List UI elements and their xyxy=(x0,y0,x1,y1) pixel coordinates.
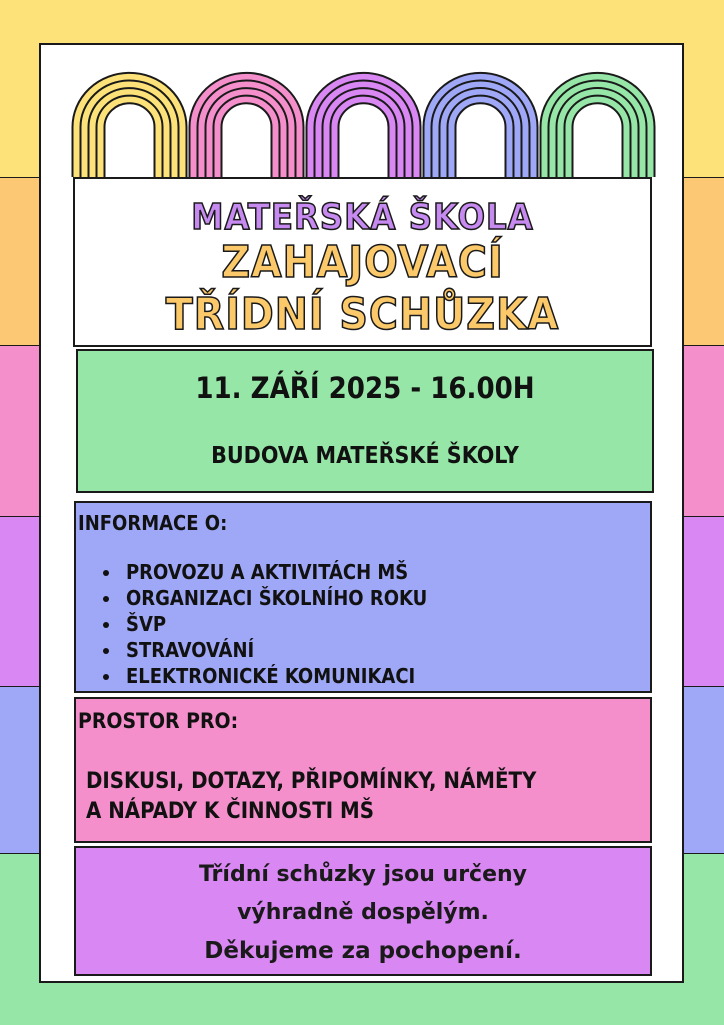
rainbow-arch xyxy=(190,73,304,177)
date-place-panel xyxy=(76,349,654,493)
rainbow-arch xyxy=(307,73,421,177)
rainbow-arches-decoration xyxy=(71,71,656,179)
info-list xyxy=(96,559,427,689)
event-date-time: 11. ZÁŘÍ 2025 - 16.00H xyxy=(195,371,535,405)
note-panel xyxy=(74,846,652,976)
rainbow-arch xyxy=(73,73,187,177)
title-panel xyxy=(73,177,652,347)
rainbow-arch xyxy=(424,73,538,177)
event-place: BUDOVA MATEŘSKÉ ŠKOLY xyxy=(211,443,519,469)
poster xyxy=(39,43,684,983)
school-name: MATEŘSKÁ ŠKOLA xyxy=(191,197,534,238)
info-panel xyxy=(74,501,652,693)
note-line1: Třídní schůzky jsou určeny xyxy=(198,862,528,887)
meeting-title-line2: TŘÍDNÍ SCHŮZKA xyxy=(165,289,560,340)
info-heading: INFORMACE O: xyxy=(78,511,228,535)
list-item: • PROVOZU A AKTIVITÁCH MŠ xyxy=(122,559,427,585)
note-line3: Děkujeme za pochopení. xyxy=(204,938,522,964)
discussion-panel xyxy=(74,697,652,843)
list-item: • ELEKTRONICKÉ KOMUNIKACI xyxy=(122,663,427,689)
list-item: • STRAVOVÁNÍ xyxy=(122,637,427,663)
meeting-title-line1: ZAHAJOVACÍ xyxy=(221,237,504,288)
discussion-text: DISKUSI, DOTAZY, PŘIPOMÍNKY, NÁMĚTY A NÁPADY K ČINNOSTI MŠ xyxy=(86,769,537,824)
discussion-heading: PROSTOR PRO: xyxy=(78,709,239,733)
list-item: • ŠVP xyxy=(122,611,427,637)
note-line2: výhradně dospělým. xyxy=(237,900,489,925)
list-item: • ORGANIZACI ŠKOLNÍHO ROKU xyxy=(122,585,427,611)
rainbow-arch xyxy=(541,73,655,177)
note-text xyxy=(76,856,650,970)
meeting-title xyxy=(75,237,650,341)
